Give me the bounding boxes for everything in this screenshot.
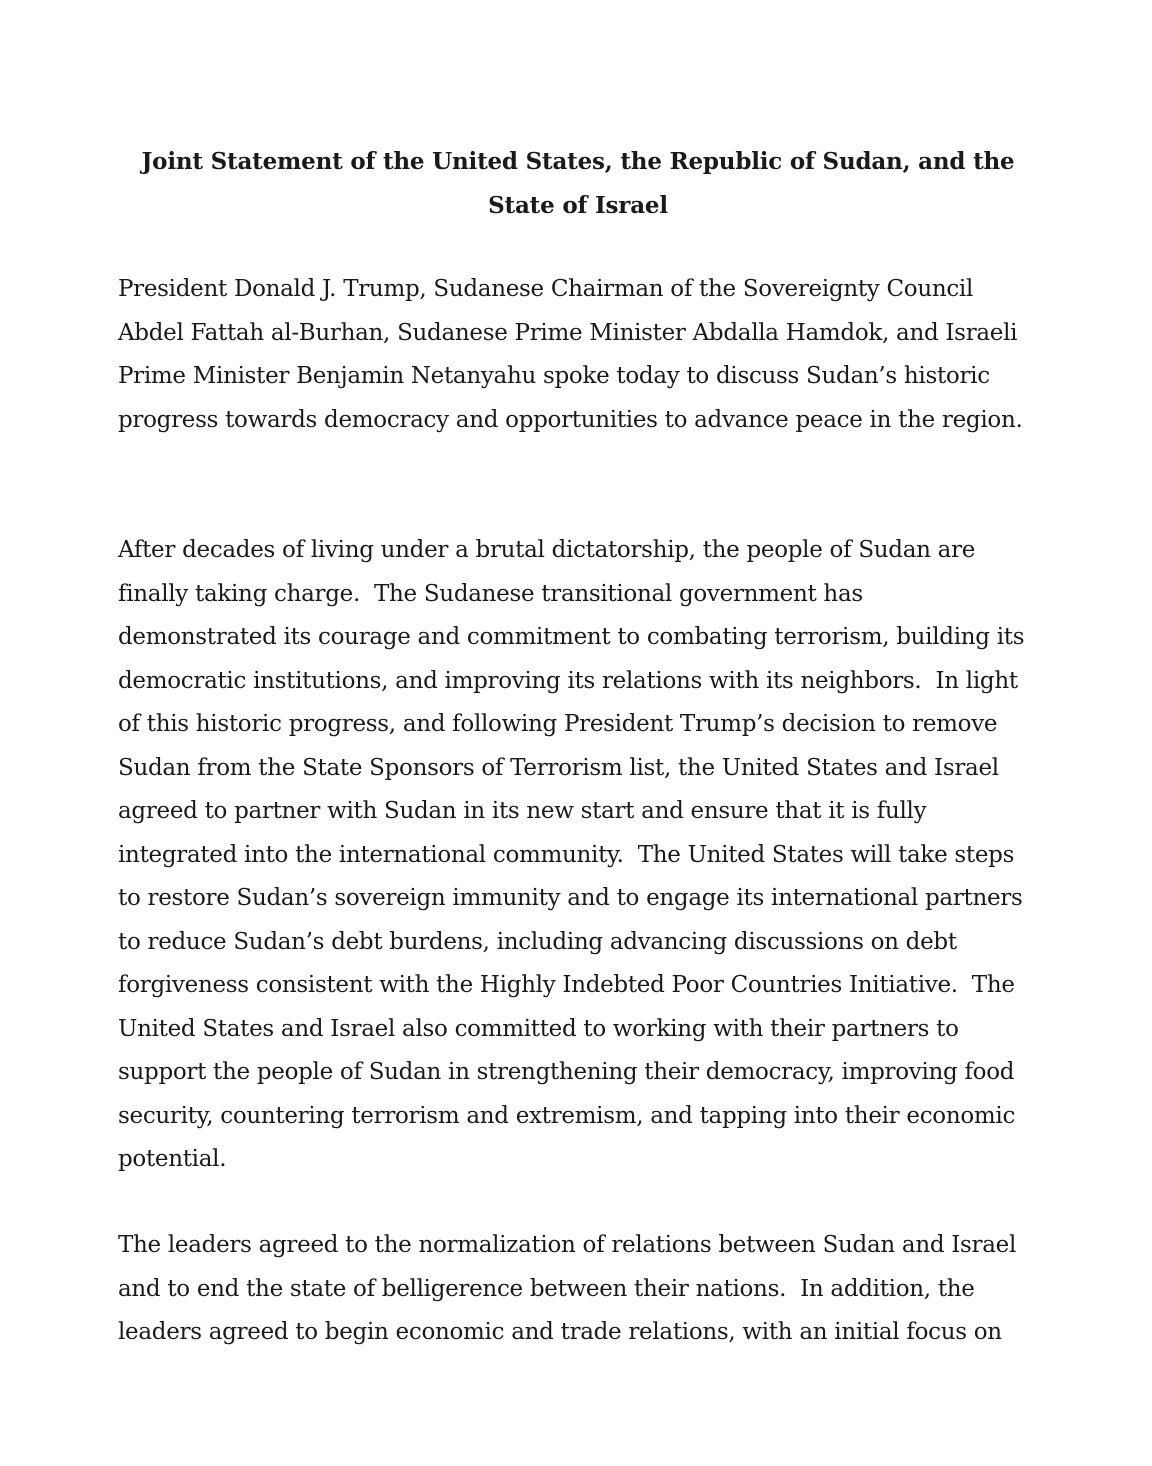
document-title: Joint Statement of the United States, the Republic of Sudan, and the State of Israel xyxy=(141,148,1015,219)
paragraph-normalization: The leaders agreed to the normalization of relations between Sudan and Israel and to end the state of belligerence between their nations. In addition, the leaders agreed to begin economic and trade relations, with an initial focus on xyxy=(118,1232,1024,1345)
paragraph-background: After decades of living under a brutal dictatorship, the people of Sudan are finally taking charge. The Sudanese transitional government has demonstrated its courage and commitment to combating terrorism, building its democratic institutions, and improving its relations with its neighbors. In light of this historic progress, and following President Trump’s decision to remove Sudan from the State Sponsors of Terrorism list, the United States and Israel agreed to partner with Sudan in its new start and ensure that it is fully integrated into the international community. The United States will take steps to restore Sudan’s sovereign immunity and to engage its international partners to reduce Sudan’s debt burdens, including advancing discussions on debt forgiveness consistent with the Highly Indebted Poor Countries Initiative. The United States and Israel also committed to working with their partners to support the people of Sudan in strengthening their democracy, improving food security, countering terrorism and extremism, and tapping into their economic potential. xyxy=(118,537,1032,1172)
paragraph-intro: President Donald J. Trump, Sudanese Chairman of the Sovereignty Council Abdel Fattah al-Burhan, Sudanese Prime Minister Abdalla Hamdok, and Israeli Prime Minister Benjamin Netanyahu spoke today to discuss Sudan’s historic progress towards democracy and opportunities to advance peace in the region. xyxy=(118,276,1025,433)
